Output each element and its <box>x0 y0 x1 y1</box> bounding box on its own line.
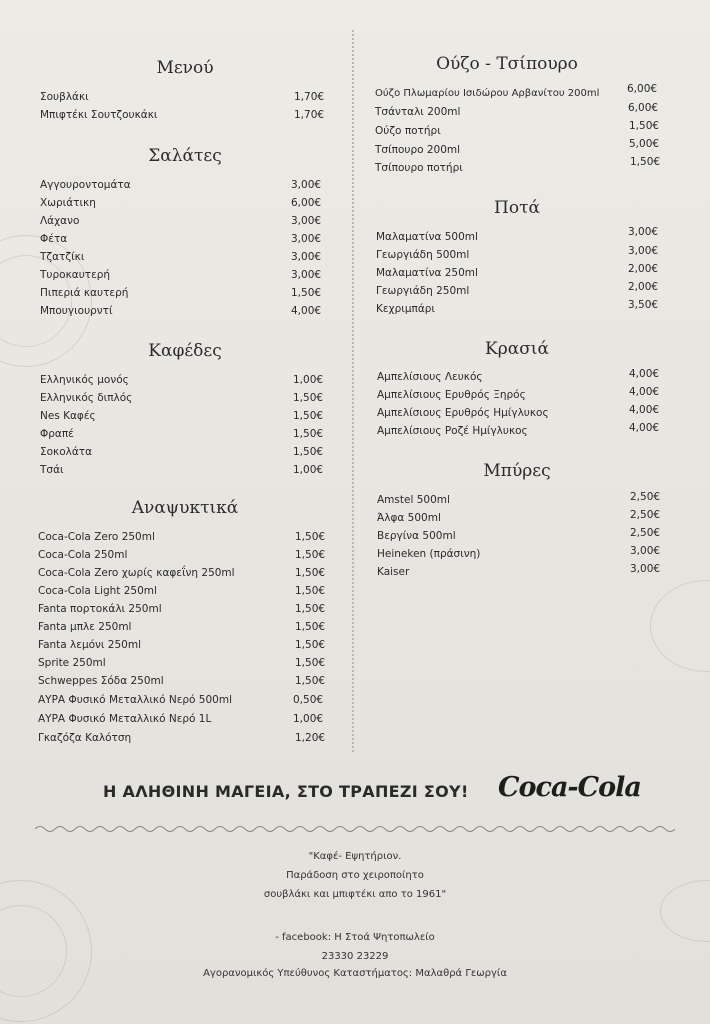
menu-price: 1,50€ <box>293 446 324 458</box>
section-title: Ούζο - Τσίπουρο <box>436 54 578 74</box>
menu-price: 2,50€ <box>630 527 661 539</box>
menu-price: 3,00€ <box>630 545 661 557</box>
menu-item: Τζατζίκι <box>40 251 85 263</box>
menu-item: Ελληνικός διπλός <box>40 392 133 404</box>
menu-item: Nes Καφές <box>40 410 96 422</box>
menu-price: 1,50€ <box>630 156 661 168</box>
menu-price: 6,00€ <box>627 83 658 95</box>
menu-item: Φέτα <box>40 233 68 245</box>
menu-price: 1,50€ <box>295 531 326 543</box>
menu-item: Τσίπουρο 200ml <box>375 144 461 156</box>
menu-price: 0,50€ <box>293 694 324 706</box>
menu-price: 3,50€ <box>628 299 659 311</box>
section-title: Αναψυκτικά <box>131 498 239 518</box>
menu-price: 1,00€ <box>293 374 324 386</box>
menu-item: Τσίπουρο ποτήρι <box>375 162 463 174</box>
menu-price: 2,50€ <box>630 491 661 503</box>
menu-price: 3,00€ <box>291 179 322 191</box>
menu-item: Τυροκαυτερή <box>40 269 111 281</box>
menu-item: Ούζο ποτήρι <box>375 125 441 137</box>
menu-price: 3,00€ <box>291 215 322 227</box>
menu-price: 1,50€ <box>295 639 326 651</box>
menu-price: 4,00€ <box>291 305 322 317</box>
menu-item: Σοκολάτα <box>40 446 93 458</box>
menu-item: Ελληνικός μονός <box>40 374 129 386</box>
menu-price: 1,00€ <box>293 713 324 725</box>
menu-price: 6,00€ <box>628 102 659 114</box>
menu-item: Γκαζόζα Καλότση <box>38 732 132 744</box>
menu-item: Τσάνταλι 200ml <box>375 106 461 118</box>
phone-number: 23330 23229 <box>321 951 389 962</box>
section-title: Καφέδες <box>148 341 222 361</box>
facebook-link[interactable]: - facebook: Η Στοά Ψητοπωλείο <box>275 932 435 943</box>
menu-item: ΑΥΡΑ Φυσικό Μεταλλικό Νερό 500ml <box>38 694 232 706</box>
menu-item: Fanta λεμόνι 250ml <box>38 639 141 651</box>
menu-item: Μπουγιουρντί <box>40 305 113 317</box>
menu-price: 1,50€ <box>295 603 326 615</box>
menu-price: 2,00€ <box>628 281 659 293</box>
menu-price: 1,70€ <box>294 109 325 121</box>
menu-price: 1,70€ <box>294 91 325 103</box>
menu-price: 1,50€ <box>295 657 326 669</box>
menu-item: Ούζο Πλωμαρίου Ισιδώρου Αρβανίτου 200ml <box>375 88 600 99</box>
menu-price: 1,50€ <box>293 392 324 404</box>
menu-item: Αμπελίσιους Ερυθρός Ημίγλυκος <box>377 407 549 419</box>
menu-price: 5,00€ <box>629 138 660 150</box>
menu-price: 4,00€ <box>629 368 660 380</box>
section-title: Ποτά <box>494 198 540 218</box>
footer-quote-line: Παράδοση στο χειροποίητο <box>286 870 424 881</box>
menu-price: 3,00€ <box>628 245 659 257</box>
section-title: Μενού <box>156 58 214 78</box>
menu-price: 3,00€ <box>630 563 661 575</box>
slogan-text: Η ΑΛΗΘΙΝΗ ΜΑΓΕΙΑ, ΣΤΟ ΤΡΑΠΕΖΙ ΣΟΥ! <box>103 782 469 801</box>
menu-item: Coca-Cola Zero 250ml <box>38 531 155 543</box>
menu-item: Amstel 500ml <box>377 494 450 506</box>
menu-item: Schweppes Σόδα 250ml <box>38 675 164 687</box>
menu-item: Μαλαματίνα 500ml <box>376 231 478 243</box>
menu-price: 3,00€ <box>291 233 322 245</box>
menu-price: 1,50€ <box>295 621 326 633</box>
menu-item: Sprite 250ml <box>38 657 106 669</box>
coca-cola-logo: Coca-Cola <box>498 772 641 803</box>
menu-item: Γεωργιάδη 250ml <box>376 285 470 297</box>
menu-price: 1,50€ <box>295 567 326 579</box>
menu-item: Αμπελίσιους Ροζέ Ημίγλυκος <box>377 425 528 437</box>
menu-price: 3,00€ <box>291 269 322 281</box>
menu-price: 1,50€ <box>295 549 326 561</box>
menu-item: Coca-Cola Zero χωρίς καφεΐνη 250ml <box>38 567 235 579</box>
menu-price: 1,20€ <box>295 732 326 744</box>
menu-item: Kaiser <box>377 566 410 578</box>
manager-info: Αγορανομικός Υπεύθυνος Καταστήματος: Μαλαθρά Γεωργία <box>203 968 507 979</box>
menu-item: Coca-Cola Light 250ml <box>38 585 157 597</box>
footer-quote-line: σουβλάκι και μπιφτέκι απο το 1961" <box>263 889 447 900</box>
menu-price: 3,00€ <box>628 226 659 238</box>
menu-price: 4,00€ <box>629 422 660 434</box>
right-column <box>352 0 710 760</box>
menu-price: 2,50€ <box>630 509 661 521</box>
left-column <box>0 0 352 760</box>
menu-item: Κεχριμπάρι <box>376 303 435 315</box>
menu-price: 1,50€ <box>293 428 324 440</box>
menu-item: Fanta μπλε 250ml <box>38 621 132 633</box>
footer-quote-line: "Καφέ- Εψητήριον. <box>308 851 402 862</box>
menu-item: Αμπελίσιους Ερυθρός Ξηρός <box>377 389 526 401</box>
menu-price: 1,00€ <box>293 464 324 476</box>
menu-item: Γεωργιάδη 500ml <box>376 249 470 261</box>
menu-item: Χωριάτικη <box>40 197 96 209</box>
section-title: Κρασιά <box>485 339 549 359</box>
menu-price: 3,00€ <box>291 251 322 263</box>
menu-item: Αγγουροντομάτα <box>40 179 131 191</box>
menu-item: Coca-Cola 250ml <box>38 549 128 561</box>
section-title: Σαλάτες <box>148 146 222 166</box>
section-title: Μπύρες <box>483 461 551 481</box>
menu-price: 1,50€ <box>629 120 660 132</box>
menu-price: 6,00€ <box>291 197 322 209</box>
wave-divider <box>35 824 675 834</box>
menu-item: Μαλαματίνα 250ml <box>376 267 478 279</box>
menu-item: Fanta πορτοκάλι 250ml <box>38 603 162 615</box>
menu-price: 1,50€ <box>295 675 326 687</box>
menu-item: Λάχανο <box>40 215 80 227</box>
menu-item: Πιπεριά καυτερή <box>40 287 129 299</box>
menu-item: Μπιφτέκι Σουτζουκάκι <box>40 109 158 121</box>
menu-item: ΑΥΡΑ Φυσικό Μεταλλικό Νερό 1L <box>38 713 212 725</box>
menu-item: Άλφα 500ml <box>377 512 441 524</box>
menu-price: 1,50€ <box>291 287 322 299</box>
menu-item: Αμπελίσιους Λευκός <box>377 371 483 383</box>
menu-item: Βεργίνα 500ml <box>377 530 456 542</box>
menu-price: 2,00€ <box>628 263 659 275</box>
menu-item: Σουβλάκι <box>40 91 89 103</box>
menu-item: Heineken (πράσινη) <box>377 548 481 560</box>
menu-price: 4,00€ <box>629 404 660 416</box>
menu-price: 1,50€ <box>293 410 324 422</box>
menu-item: Φραπέ <box>40 428 74 440</box>
menu-item: Τσάι <box>40 464 64 476</box>
menu-price: 1,50€ <box>295 585 326 597</box>
menu-price: 4,00€ <box>629 386 660 398</box>
